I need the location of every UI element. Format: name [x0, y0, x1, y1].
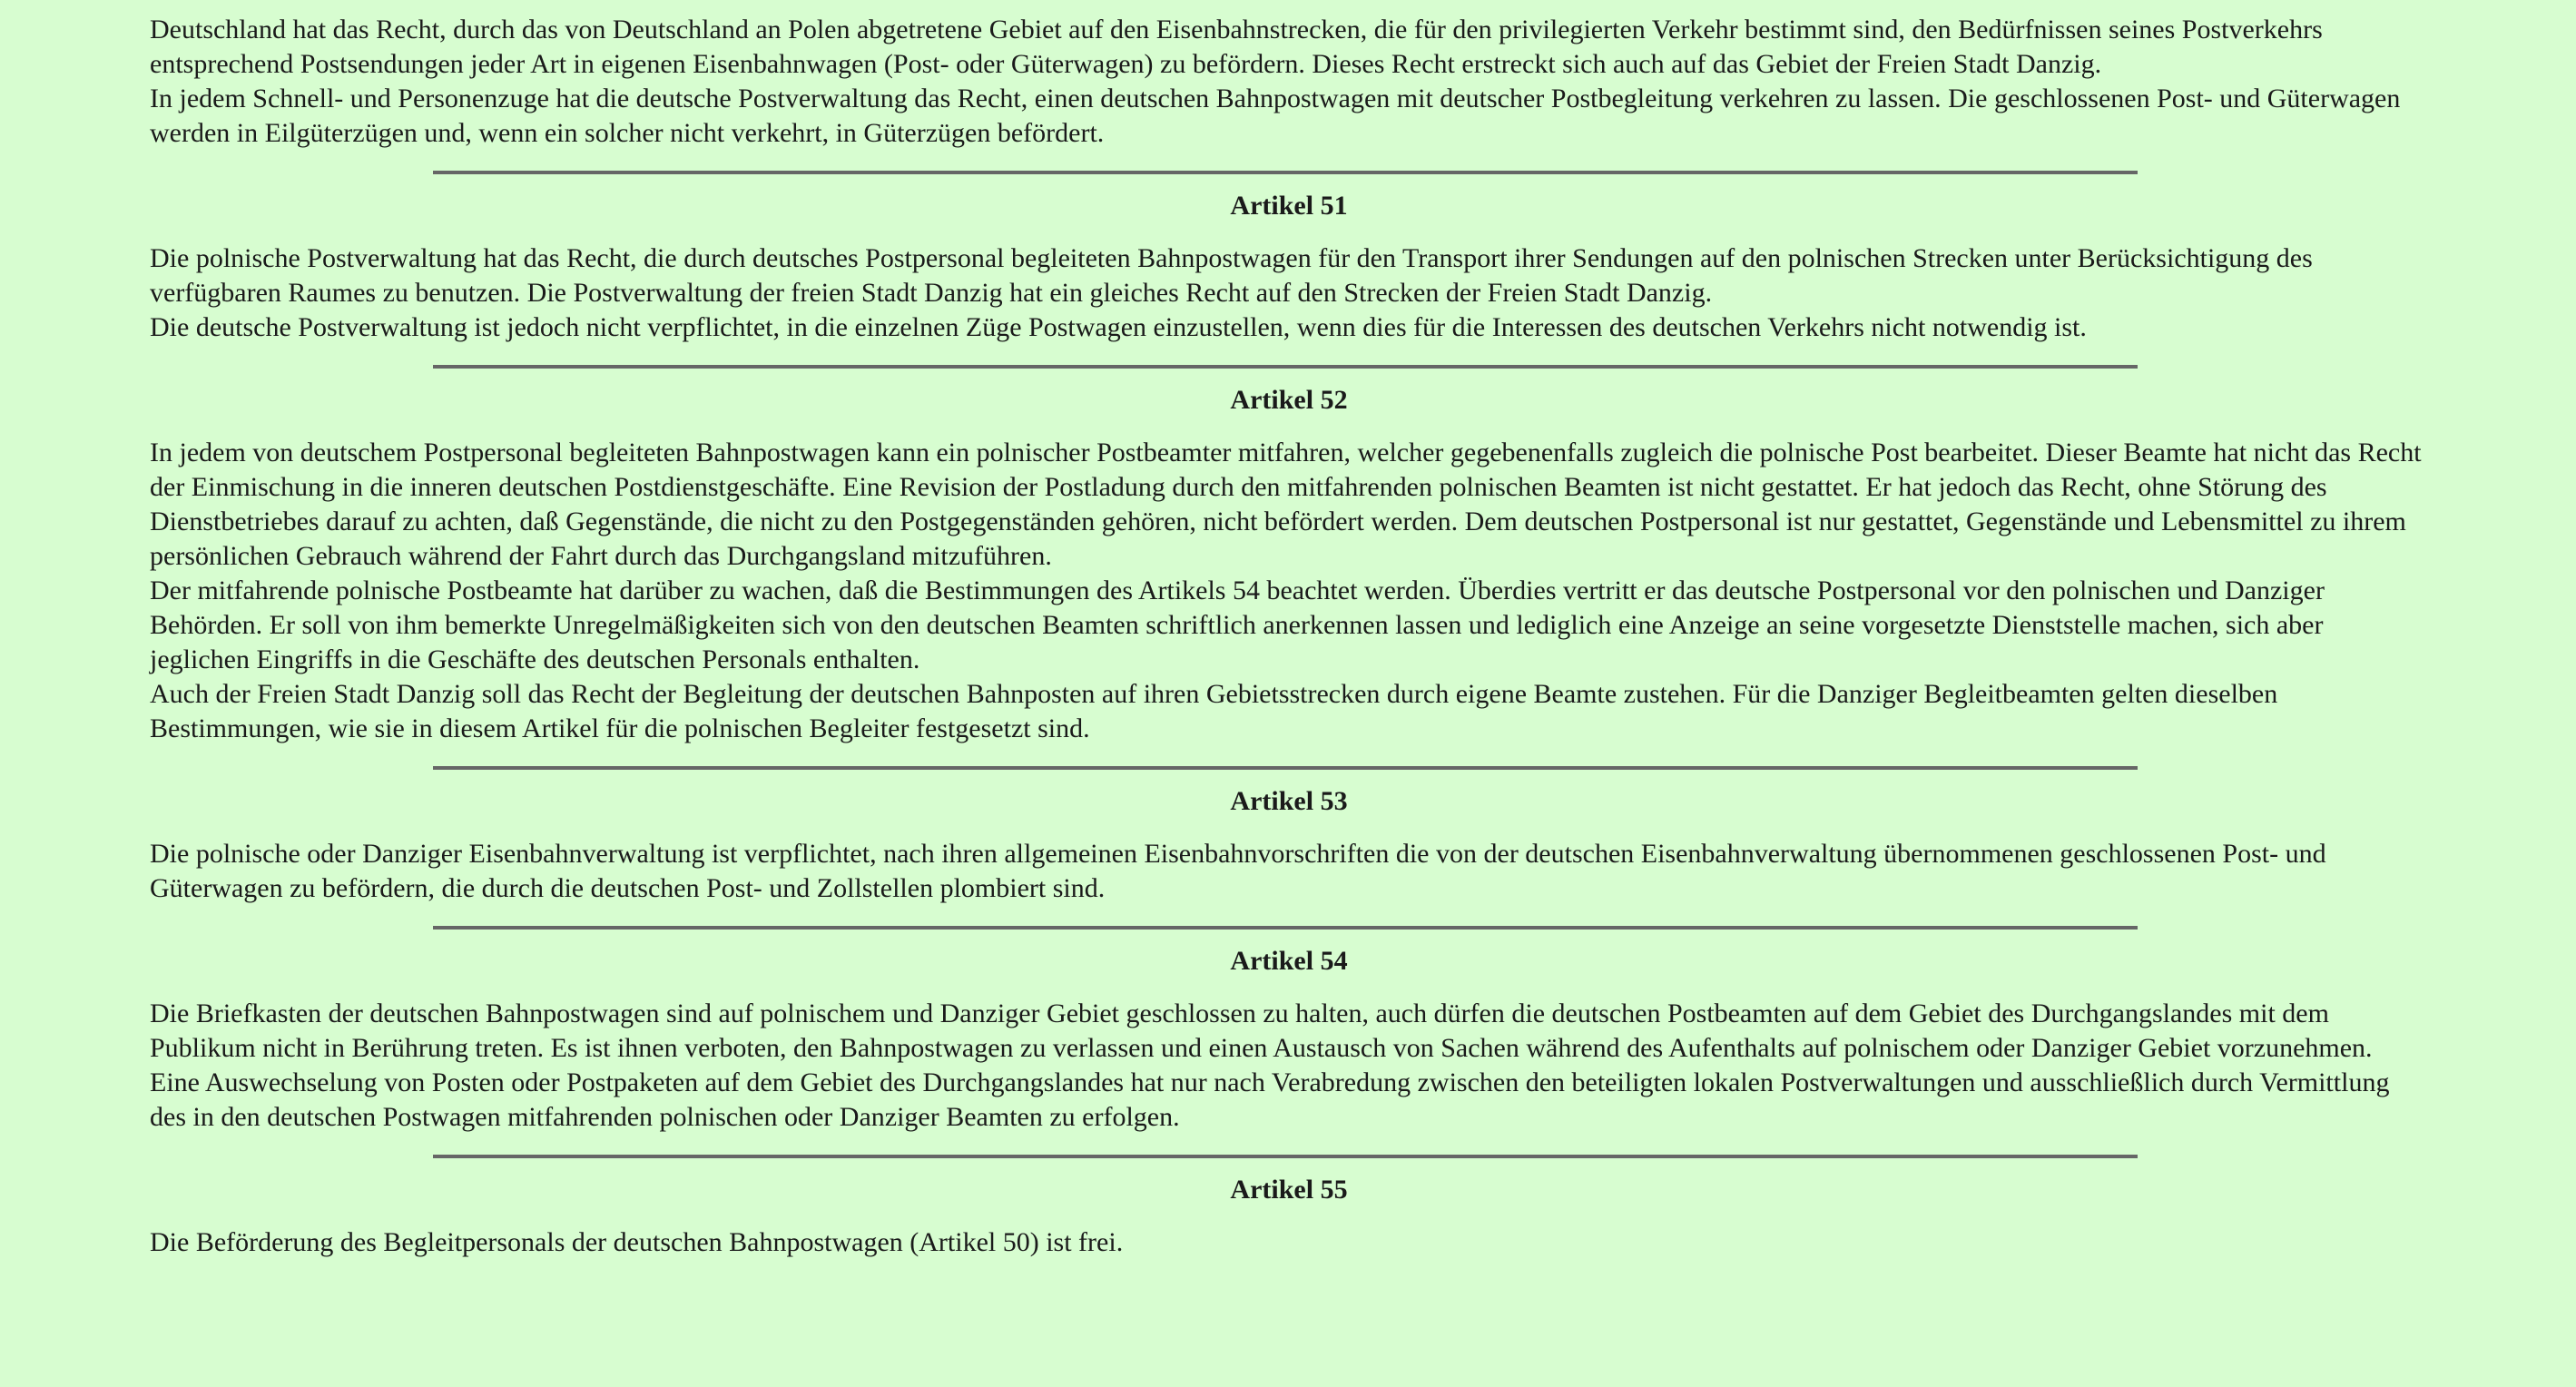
- article-paragraph: Die Beförderung des Begleitpersonals der deutschen Bahnpostwagen (Artikel 50) ist frei.: [150, 1227, 1124, 1257]
- article-paragraph: Die deutsche Postverwaltung ist jedoch nicht verpflichtet, in die einzelnen Züge Postwagen einzustellen, wenn dies für die Interessen des deutschen Verkehrs nicht notwendig ist.: [150, 312, 2087, 342]
- article-paragraph: Der mitfahrende polnische Postbeamte hat darüber zu wachen, daß die Bestimmungen des Artikels 54 beachtet werden. Überdies vertritt er das deutsche Postpersonal vor den polnischen und Danziger Behörden. Er soll von ihm bemerkte Unregelmäßigkeiten sich von den deutschen Beamten schriftlich anerkennen lassen und lediglich eine Anzeige an seine vorgesetzte Dienststelle machen, sich aber jeglichen Eingriffs in die Geschäfte des deutschen Personals enthalten.: [150, 575, 2325, 674]
- article-paragraph: Die Briefkasten der deutschen Bahnpostwagen sind auf polnischem und Danziger Gebiet geschlossen zu halten, auch dürfen die deutschen Postbeamten auf dem Gebiet des Durchgangslandes mit dem Publikum nicht in Berührung treten. Es ist ihnen verboten, den Bahnpostwagen zu verlassen und einen Austausch von Sachen während des Aufenthalts auf polnischem oder Danziger Gebiet vorzunehmen. Eine Auswechselung von Posten oder Postpaketen auf dem Gebiet des Durchgangslandes hat nur nach Verabredung zwischen den beteiligten lokalen Postverwaltungen und ausschließlich durch Vermittlung des in den deutschen Postwagen mitfahrenden polnischen oder Danziger Beamten zu erfolgen.: [150, 998, 2390, 1132]
- article-51-body: [150, 241, 2428, 345]
- article-52-body: [150, 436, 2428, 746]
- article-paragraph: In jedem von deutschem Postpersonal begleiteten Bahnpostwagen kann ein polnischer Postbeamter mitfahren, welcher gegebenenfalls zugleich die polnische Post bearbeitet. Dieser Beamte hat nicht das Recht der Einmischung in die inneren deutschen Postdienstgeschäfte. Eine Revision der Postladung durch den mitfahrenden polnischen Beamten ist nicht gestattet. Er hat jedoch das Recht, ohne Störung des Dienstbetriebes darauf zu achten, daß Gegenstände, die nicht zu den Postgegenständen gehören, nicht befördert werden. Dem deutschen Postpersonal ist nur gestattet, Gegenstände und Lebensmittel zu ihrem persönlichen Gebrauch während der Fahrt durch das Durchgangsland mitzuführen.: [150, 438, 2422, 571]
- intro-section: [150, 13, 2428, 151]
- article-heading: Artikel 54: [1230, 946, 1348, 976]
- intro-paragraph: In jedem Schnell- und Personenzuge hat die deutsche Postverwaltung das Recht, einen deutschen Bahnpostwagen mit deutscher Postbegleitung verkehren zu lassen. Die geschlossenen Post- und Güterwagen werden in Eilgüterzügen und, wenn ein solcher nicht verkehrt, in Güterzügen befördert.: [150, 84, 2401, 148]
- document-content: [150, 13, 2428, 1260]
- article-55-body: [150, 1225, 2428, 1260]
- article-heading: Artikel 55: [1230, 1175, 1348, 1205]
- article-54-body: [150, 997, 2428, 1135]
- article-53-body: [150, 837, 2428, 906]
- article-paragraph: Auch der Freien Stadt Danzig soll das Recht der Begleitung der deutschen Bahnposten auf ihren Gebietsstrecken durch eigene Beamte zustehen. Für die Danziger Begleitbeamten gelten dieselben Bestimmungen, wie sie in diesem Artikel für die polnischen Begleiter festgesetzt sind.: [150, 679, 2278, 743]
- intro-paragraph: Deutschland hat das Recht, durch das von Deutschland an Polen abgetretene Gebiet auf den Eisenbahnstrecken, die für den privilegierten Verkehr bestimmt sind, den Bedürfnissen seines Postverkehrs entsprechend Postsendungen jeder Art in eigenen Eisenbahnwagen (Post- oder Güterwagen) zu befördern. Dieses Recht erstreckt sich auch auf das Gebiet der Freien Stadt Danzig.: [150, 15, 2323, 79]
- article-heading: Artikel 53: [1230, 786, 1348, 816]
- article-heading: Artikel 51: [1230, 191, 1348, 221]
- article-paragraph: Die polnische oder Danziger Eisenbahnverwaltung ist verpflichtet, nach ihren allgemeinen Eisenbahnvorschriften die von der deutschen Eisenbahnverwaltung übernommenen geschlossenen Post- und Güterwagen zu befördern, die durch die deutschen Post- und Zollstellen plombiert sind.: [150, 839, 2326, 903]
- article-paragraph: Die polnische Postverwaltung hat das Recht, die durch deutsches Postpersonal begleiteten Bahnpostwagen für den Transport ihrer Sendungen auf den polnischen Strecken unter Berücksichtigung des verfügbaren Raumes zu benutzen. Die Postverwaltung der freien Stadt Danzig hat ein gleiches Recht auf den Strecken der Freien Stadt Danzig.: [150, 243, 2313, 308]
- article-heading: Artikel 52: [1230, 385, 1348, 415]
